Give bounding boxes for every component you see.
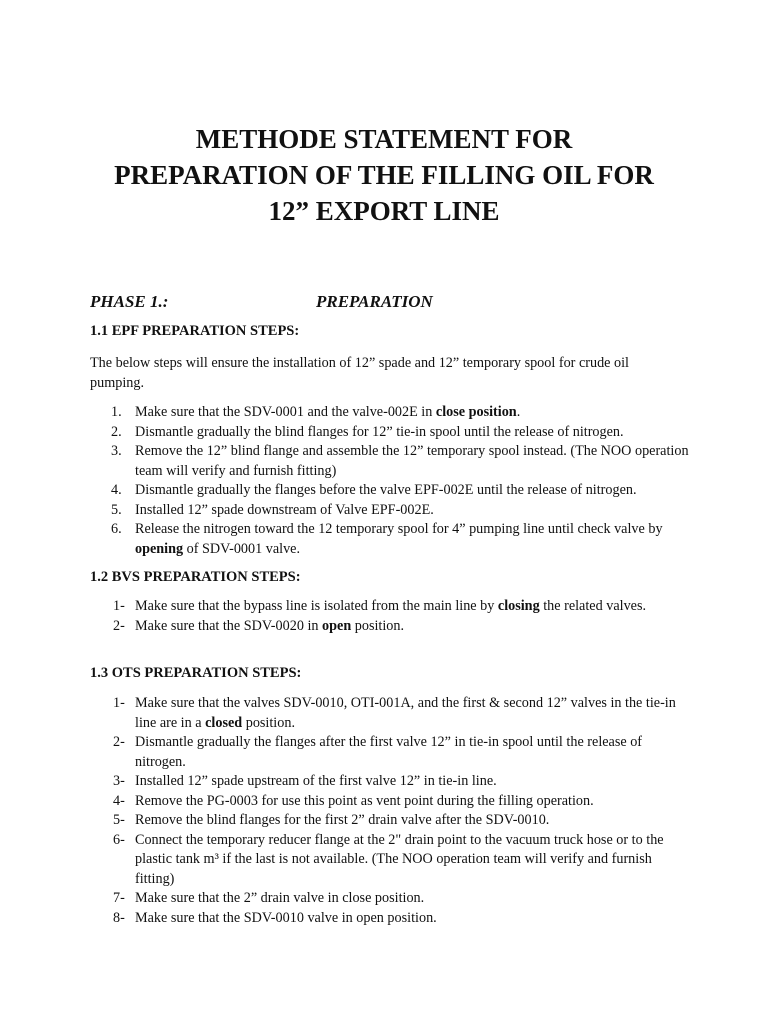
list-item [90, 792, 690, 812]
step-text: Remove the blind flanges for the first 2” drain valve after the SDV-0010. [135, 812, 550, 828]
list-item [90, 597, 690, 617]
step-text-tail: position. [242, 714, 295, 731]
list-item [90, 772, 690, 792]
step-number: 5- [113, 812, 125, 828]
step-number: 4. [111, 482, 122, 498]
list-item [90, 694, 690, 733]
section-title-bvs: 1.2 BVS PREPARATION STEPS: [90, 569, 301, 585]
list-item [90, 403, 690, 423]
section-intro-epf: The below steps will ensure the installation of 12” spade and 12” temporary spool for crude oil pumping. [90, 355, 629, 391]
step-text: Release the nitrogen toward the 12 temporary spool for 4” pumping line until check valve by [135, 521, 663, 537]
step-text: Dismantle gradually the flanges before the valve EPF-002E until the release of nitrogen. [135, 482, 637, 498]
list-item [90, 733, 690, 772]
section-title-epf: 1.1 EPF PREPARATION STEPS: [90, 323, 300, 339]
step-number: 3. [111, 443, 122, 459]
step-text-tail: position. [351, 617, 405, 634]
step-number: 7- [113, 890, 125, 906]
step-text: Make sure that the valves SDV-0010, OTI-001A, and the first & second 12” valves in the tie-in line are in a [135, 695, 676, 731]
list-item [90, 442, 690, 481]
step-text: Dismantle gradually the blind flanges for 12” tie-in spool until the release of nitrogen. [135, 423, 624, 440]
step-list-ots [90, 694, 690, 928]
step-text-tail: the related valves. [539, 598, 647, 614]
step-text: Installed 12” spade upstream of the first valve 12” in tie-in line. [135, 773, 497, 789]
title-line-1: METHODE STATEMENT FOR [195, 124, 573, 154]
step-number: 1. [111, 404, 122, 420]
step-text: Make sure that the SDV-0010 valve in open position. [135, 909, 437, 926]
list-item [90, 423, 690, 443]
step-list-bvs [90, 597, 690, 636]
step-number: 5. [111, 501, 122, 518]
step-number: 1- [113, 598, 125, 614]
list-item [90, 811, 690, 831]
list-item [90, 481, 690, 501]
list-item [90, 617, 690, 637]
phase-heading [90, 292, 433, 312]
step-text: Make sure that the SDV-0001 and the valve-002E in [135, 404, 436, 420]
title-line-2: PREPARATION OF THE FILLING OIL FOR [114, 160, 654, 190]
step-emphasis: close position [435, 404, 517, 420]
list-item [90, 520, 690, 559]
step-text: Remove the 12” blind flange and assemble the 12” temporary spool instead. (The NOO operation team will verify and furnish fitting) [135, 443, 689, 479]
section-title-ots: 1.3 OTS PREPARATION STEPS: [90, 665, 302, 681]
step-text: Make sure that the bypass line is isolated from the main line by [135, 598, 498, 614]
step-number: 4- [113, 792, 125, 809]
step-text: Remove the PG-0003 for use this point as vent point during the filling operation. [135, 792, 594, 809]
step-emphasis: open [322, 617, 352, 634]
step-number: 2- [113, 734, 125, 750]
list-item [90, 501, 690, 521]
list-item [90, 831, 690, 890]
phase-label: PHASE 1.: [90, 292, 169, 311]
step-number: 6. [111, 521, 122, 537]
title-line-3: 12” EXPORT LINE [268, 196, 500, 226]
step-text-tail: of SDV-0001 valve. [183, 540, 301, 557]
step-emphasis: closing [497, 598, 540, 614]
step-text: Make sure that the 2” drain valve in close position. [135, 890, 425, 906]
document-title [0, 121, 768, 229]
list-item [90, 909, 690, 929]
step-number: 2- [113, 617, 125, 634]
step-number: 1- [113, 695, 125, 711]
step-text: Installed 12” spade downstream of Valve EPF-002E. [135, 501, 434, 518]
step-emphasis: opening [135, 540, 184, 557]
step-text: Dismantle gradually the flanges after the first valve 12” in tie-in spool until the release of nitrogen. [135, 734, 643, 770]
step-number: 2. [111, 423, 122, 440]
list-item [90, 889, 690, 909]
step-number: 8- [113, 909, 125, 926]
step-number: 6- [113, 831, 125, 848]
step-list-epf [90, 403, 690, 559]
phase-name: PREPARATION [316, 292, 433, 311]
step-text: Make sure that the SDV-0020 in [135, 617, 323, 634]
step-text: Connect the temporary reducer flange at the 2" drain point to the vacuum truck hose or to the plastic tank m³ if the last is not available. (The NOO operation team will verify and furnish fitting) [135, 831, 664, 887]
step-text-tail: . [516, 404, 521, 420]
step-emphasis: closed [205, 714, 243, 731]
step-number: 3- [113, 773, 125, 789]
